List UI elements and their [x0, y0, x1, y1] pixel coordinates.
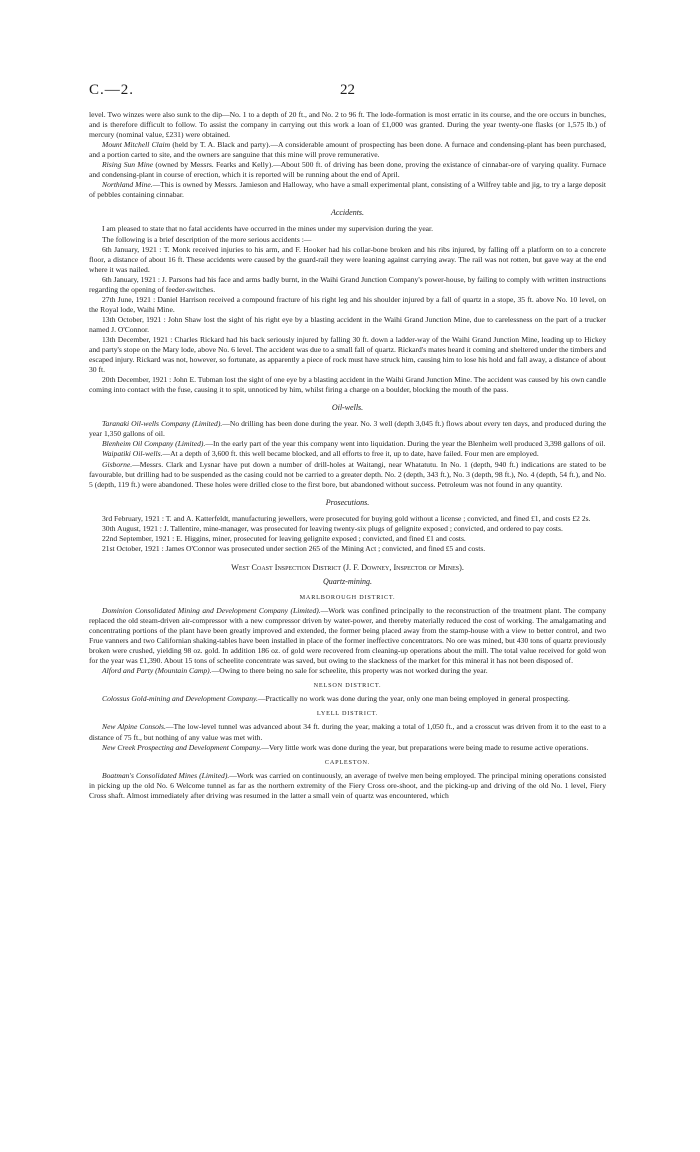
oil-well-text: —No drilling has been done during the year. No. 3 well (depth 3,045 ft.) flows about every ten days, and produced during the year 1,350 gallons of oil. [89, 419, 606, 439]
district-heading-lyell: LYELL DISTRICT. [316, 710, 379, 718]
claim-title: Northland Mine. [102, 180, 153, 190]
claim-title: Rising Sun Mine [102, 160, 154, 170]
mine-paragraph [89, 771, 606, 801]
prosecution-paragraph: 3rd February, 1921 : T. and A. Katterfeldt, manufacturing jewellers, were prosecuted for buying gold without a license ; convicted, and fined £1, and costs £2 2s. [102, 513, 591, 523]
mine-text: —Work was carried on continuously, an average of twelve men being employed. The principal mining operations consisted in picking up the old No. 6 Welcome tunnel as far as the northern extremity of the Fiery Cross ore-shoot, and the picking-up and driving of the old No. 1 level, Fiery Cross shaft. Almost immediately after driving was resumed in the latter a small vein of quartz was encountered, which [89, 770, 606, 800]
oil-well-text: —At a depth of 3,600 ft. this well became blocked, and all efforts to free it, up to date, have failed. Four men are employed. [162, 449, 539, 459]
accident-paragraph: 13th October, 1921 : John Shaw lost the sight of his right eye by a blasting accident in the Waihi Grand Junction Mine, due to carelessness on the part of a trucker named J. O'Connor. [89, 314, 606, 334]
mine-paragraph [89, 722, 606, 742]
oil-well-paragraph [89, 449, 606, 459]
accident-paragraph: 27th June, 1921 : Daniel Harrison received a compound fracture of his right leg and his shoulder injured by a fall of quartz in a stope, 35 ft. above No. 10 level, on the Royal lode, Waihi Mine. [89, 294, 606, 314]
section-heading-west-coast: West Coast Inspection District (J. F. Downey, Inspector of Mines). [231, 562, 464, 572]
oil-well-title: Taranaki Oil-wells Company (Limited). [102, 419, 223, 429]
claim-paragraph [89, 140, 606, 160]
oil-well-title: Gisborne. [102, 459, 133, 469]
mine-title: Colossus Gold-mining and Development Company. [102, 694, 258, 704]
mine-title: New Alpine Consols. [102, 722, 166, 732]
mine-paragraph [89, 743, 606, 753]
mine-text: —Owing to there being no sale for scheelite, this property was not worked during the year. [211, 666, 488, 676]
claim-paragraph [89, 160, 606, 180]
accident-paragraph: I am pleased to state that no fatal accidents have occurred in the mines under my supervision during the year. [102, 224, 434, 234]
prosecution-paragraph: 22nd September, 1921 : E. Higgins, miner, prosecuted for leaving gelignite exposed ; convicted, and fined £1 and costs. [102, 533, 466, 543]
mine-paragraph [89, 694, 606, 704]
mine-title: Alford and Party (Mountain Camp). [102, 666, 212, 676]
accident-paragraph: 6th January, 1921 : T. Monk received injuries to his arm, and F. Hooker had his collar-bone broken and his ribs injured, by falling off a platform on to a concrete floor, a distance of about 16 ft. These accidents were caused by the guard-rail they were leaning against carrying away. The rail was not rotten, but gave way at the end where it was nailed. [89, 244, 606, 274]
claim-text: —This is owned by Messrs. Jamieson and Halloway, who have a small experimental plant, consisting of a Wilfrey table and jig, to try a large deposit of pebbles containing cinnabar. [89, 180, 606, 200]
oil-well-text: —In the early part of the year this company went into liquidation. During the year the Blenheim well produced 3,398 gallons of oil. [205, 439, 606, 449]
oil-well-title: Blenheim Oil Company (Limited). [102, 439, 206, 449]
prosecution-paragraph: 30th August, 1921 : J. Tallentire, mine-manager, was prosecuted for leaving twenty-six plugs of gelignite exposed ; convicted, and ordered to pay costs. [102, 523, 563, 533]
section-heading-accidents: Accidents. [330, 208, 365, 218]
district-heading-capleston: CAPLESTON. [324, 758, 371, 766]
claim-text: (held by T. A. Black and party).—A considerable amount of prospecting has been done. A furnace and condensing-plant has been purchased, and a portion carted to site, and the owners are sanguine that this mine will prove remunerative. [89, 140, 606, 160]
subheading-quartz-mining: Quartz-mining. [322, 576, 373, 586]
oil-well-title: Waipatiki Oil-wells. [102, 449, 163, 459]
claim-title: Mount Mitchell Claim [102, 140, 171, 150]
mine-title: Dominion Consolidated Mining and Development Company (Limited). [102, 606, 321, 616]
report-code: C.—2. [89, 82, 135, 98]
district-heading-marlborough: MARLBOROUGH DISTRICT. [299, 593, 396, 601]
page-number: 22 [340, 82, 355, 98]
page-body [89, 110, 606, 801]
oil-well-text: —Messrs. Clark and Lysnar have put down a number of drill-holes at Waitangi, near Whatatutu. In No. 1 (depth, 940 ft.) indications are stated to be favourable, but drilling had to be suspended as the casing could not be carried to a greater depth. No. 2 (depth, 343 ft.), No. 3 (depth, 98 ft.), No. 4 (depth, 54 ft.), and No. 5 (depth, 119 ft.) were abandoned. These holes were drilled close to the first bore, but abandoned without success. Petroleum was not found in any quantity. [89, 459, 606, 489]
mine-text: —Practically no work was done during the year, only one man being employed in general prospecting. [257, 694, 570, 704]
oil-well-paragraph [89, 419, 606, 439]
section-heading-prosecutions: Prosecutions. [325, 497, 370, 507]
oil-well-paragraph [89, 460, 606, 490]
mine-text: —Very little work was done during the year, but preparations were being made to resume active operations. [261, 742, 589, 752]
mine-text: —The low-level tunnel was advanced about 34 ft. during the year, making a total of 1,050 ft., and a crosscut was driven from it to the east to a distance of 75 ft., but nothing of any value was met with. [89, 722, 607, 742]
district-heading-nelson: NELSON DISTRICT. [313, 682, 382, 690]
prosecution-paragraph: 21st October, 1921 : James O'Connor was prosecuted under section 265 of the Mining Act ; convicted, and fined £5 and costs. [102, 543, 486, 553]
claim-text: (owned by Messrs. Fearks and Kelly).—About 500 ft. of driving has been done, proving the existance of cinnabar-ore of varying quality. Furnace and condensing-plant in course of erection, which it is reported will be running about the end of April. [89, 160, 606, 180]
mine-text: —Work was confined principally to the reconstruction of the treatment plant. The company replaced the old steam-driven air-compressor with a new compressor driven by water-power, and thereby materially reduced the cost of working. The amalgamating and concentrating portions of the plant have been greatly improved and extended, the former being placed away from the stamp-house with a view to better control, and two Frue vanners and two Californian shaking-tables have been installed in place of the former ineffective concentrators. No ore was mined, but 430 tons of quartz previously broken were crushed, yielding 98 oz. gold. In addition 186 oz. of gold were recovered from cleaning-up operations about the mill. The total value received for gold won for the year was £1,390. About 15 tons of scheelite concentrate was saved, but owing to the slackness of the market for this mineral it has not been disposed of. [89, 606, 606, 666]
accident-paragraph: 13th December, 1921 : Charles Rickard had his back seriously injured by falling 30 ft. down a ladder-way of the Waihi Grand Junction Mine, leading up to Hickey and party's stope on the Mary lode, above No. 6 level. The accident was due to a small fall of quartz. Rickard's mates heard it coming and sheltered under the timbers and escaped injury. Rickard was not, however, so fortunate, as apparently a piece of rock must have struck him, causing him to lose his hold and fall away, a distance of about 30 ft. [89, 334, 606, 375]
mine-paragraph [89, 666, 606, 676]
mine-title: Boatman's Consolidated Mines (Limited). [102, 770, 230, 780]
mine-title: New Creek Prospecting and Development Company. [102, 742, 262, 752]
oil-well-paragraph [89, 439, 606, 449]
claim-paragraph [89, 180, 606, 200]
mine-paragraph [89, 606, 606, 666]
accident-paragraph: The following is a brief description of the more serious accidents :— [102, 234, 312, 244]
intro-paragraph: level. Two winzes were also sunk to the dip—No. 1 to a depth of 20 ft., and No. 2 to 96 ft. The lode-formation is most erratic in its course, and the ore occurs in bunches, and is therefore difficult to follow. To assist the company in carrying out this work a loan of £1,000 was granted. During the year twenty-one flasks (or 1,575 lb.) of mercury (nominal value, £231) were obtained. [89, 110, 606, 140]
accident-paragraph: 6th January, 1921 : J. Parsons had his face and arms badly burnt, in the Waihi Grand Junction Company's power-house, by failing to comply with written instructions regarding the opening of feeder-switches. [89, 274, 606, 294]
section-heading-oil-wells: Oil-wells. [331, 403, 364, 413]
accident-paragraph: 20th December, 1921 : John E. Tubman lost the sight of one eye by a blasting accident in the Waihi Grand Junction Mine. The accident was caused by his own candle coming into contact with the fuse, causing it to spit, unnoticed by him, whilst firing a charge on a boulder, blocking the mouth of the pass. [89, 375, 606, 395]
